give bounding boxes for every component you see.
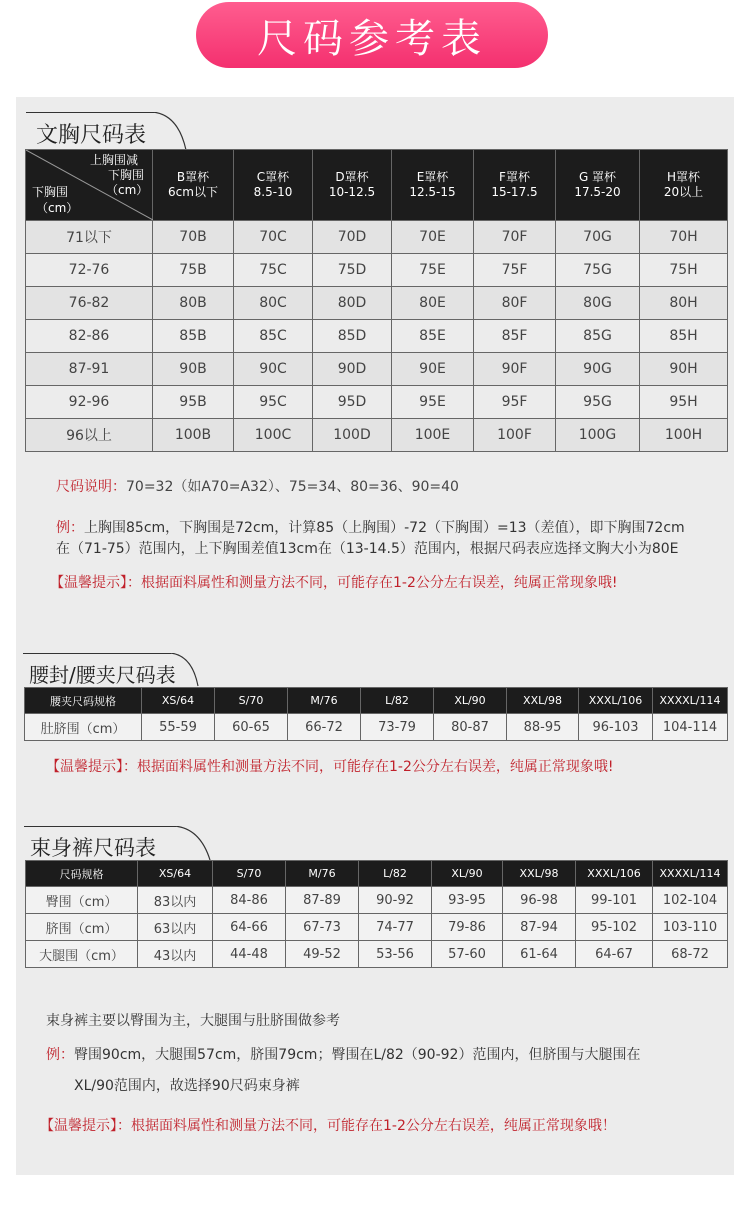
size-cell: 103-110 — [653, 914, 728, 941]
spec-header-cell: 尺码规格 — [26, 861, 138, 887]
spec-header-cell: 腰夹尺码规格 — [25, 688, 142, 714]
size-cell: 53-56 — [359, 941, 432, 968]
bra-example-line2: 在（71-75）范围内，上下胸围差值13cm在（13-14.5）范围内，根据尺码表应选择文胸大小为80E — [56, 541, 679, 557]
size-cell: 75E — [392, 254, 474, 287]
size-cell: 70H — [640, 221, 728, 254]
pants-tip: 【温馨提示】：根据面料属性和测量方法不同，可能存在1-2公分左右误差，纯属正常现象哦！ — [40, 1118, 616, 1134]
bra-tab-curve — [150, 112, 190, 152]
size-cell: 95B — [153, 386, 234, 419]
bra-table-row — [26, 254, 728, 287]
bra-tip: 【温馨提示】：根据面料属性和测量方法不同，可能存在1-2公分左右误差，纯属正常现象哦! — [50, 575, 618, 591]
size-cell: 87-89 — [286, 887, 359, 914]
size-cell: 85G — [556, 320, 640, 353]
bra-example-line1: 例：上胸围85cm，下胸围是72cm，计算85（上胸围）-72（下胸围）=13（差值），即下胸围72cm — [56, 520, 685, 536]
page-banner: 尺码参考表 — [196, 2, 548, 68]
size-cell: 61-64 — [503, 941, 576, 968]
size-cell: 80H — [640, 287, 728, 320]
size-header-cell: XXXXL/114 — [653, 861, 728, 887]
size-header-cell: L/82 — [361, 688, 434, 714]
size-header-cell: L/82 — [359, 861, 432, 887]
size-cell: 100H — [640, 419, 728, 452]
size-cell: 95F — [474, 386, 556, 419]
size-header-cell: XS/64 — [138, 861, 213, 887]
bra-size-note: 尺码说明：70=32（如A70=A32）、75=34、80=36、90=40 — [56, 479, 459, 495]
row-label-cell: 大腿围（cm） — [26, 941, 138, 968]
size-cell: 95D — [313, 386, 392, 419]
waist-tab-curve — [168, 653, 202, 687]
waist-size-table — [24, 687, 728, 741]
size-cell: 100B — [153, 419, 234, 452]
size-cell: 95E — [392, 386, 474, 419]
size-cell: 100F — [474, 419, 556, 452]
size-header-cell: XXXXL/114 — [653, 688, 728, 714]
bra-table-row — [26, 221, 728, 254]
row-label-cell: 96以上 — [26, 419, 153, 452]
bra-header-cup: C罩杯 8.5-10 — [234, 150, 313, 221]
bra-header-cup: F罩杯 15-17.5 — [474, 150, 556, 221]
size-cell: 100C — [234, 419, 313, 452]
pants-tab-line — [24, 826, 176, 827]
size-cell: 90F — [474, 353, 556, 386]
size-header-cell: XXXL/106 — [579, 688, 653, 714]
bra-size-table — [25, 149, 728, 452]
size-cell: 95H — [640, 386, 728, 419]
size-cell: 90G — [556, 353, 640, 386]
size-cell: 85D — [313, 320, 392, 353]
size-cell: 60-65 — [215, 714, 288, 741]
pants-table-row — [26, 941, 728, 968]
size-cell: 90B — [153, 353, 234, 386]
size-header-cell: XS/64 — [142, 688, 215, 714]
bra-table-row — [26, 419, 728, 452]
size-cell: 100G — [556, 419, 640, 452]
bra-table-row — [26, 287, 728, 320]
pants-tab-curve — [172, 826, 212, 862]
pants-section-title: 束身裤尺码表 — [30, 836, 156, 860]
size-header-cell: M/76 — [288, 688, 361, 714]
corner-mid-label: 下胸围 — [108, 168, 145, 182]
bra-table-body — [26, 221, 728, 452]
size-header-cell: M/76 — [286, 861, 359, 887]
size-cell: 95G — [556, 386, 640, 419]
bra-tab-line — [26, 112, 154, 113]
size-cell: 83以内 — [138, 887, 213, 914]
size-header-cell: XL/90 — [434, 688, 507, 714]
size-cell: 43以内 — [138, 941, 213, 968]
size-cell: 79-86 — [432, 914, 503, 941]
size-cell: 64-67 — [576, 941, 653, 968]
bra-section-title: 文胸尺码表 — [36, 123, 147, 148]
waist-table-header — [25, 688, 728, 714]
corner-mid-unit: （cm） — [106, 183, 149, 197]
size-cell: 85C — [234, 320, 313, 353]
waist-table-row — [25, 714, 728, 741]
size-cell: 57-60 — [432, 941, 503, 968]
bra-table-row — [26, 320, 728, 353]
size-cell: 99-101 — [576, 887, 653, 914]
size-cell: 100D — [313, 419, 392, 452]
size-cell: 75G — [556, 254, 640, 287]
size-cell: 73-79 — [361, 714, 434, 741]
size-cell: 85F — [474, 320, 556, 353]
size-cell: 70B — [153, 221, 234, 254]
size-cell: 85E — [392, 320, 474, 353]
size-cell: 75H — [640, 254, 728, 287]
row-label-cell: 肚脐围（cm） — [25, 714, 142, 741]
size-cell: 70D — [313, 221, 392, 254]
size-cell: 80-87 — [434, 714, 507, 741]
size-cell: 90E — [392, 353, 474, 386]
size-cell: 80C — [234, 287, 313, 320]
size-cell: 55-59 — [142, 714, 215, 741]
size-cell: 88-95 — [507, 714, 579, 741]
row-label-cell: 71以下 — [26, 221, 153, 254]
pants-table-row — [26, 914, 728, 941]
size-cell: 96-103 — [579, 714, 653, 741]
size-cell: 44-48 — [213, 941, 286, 968]
bra-header-cup: D罩杯 10-12.5 — [313, 150, 392, 221]
size-cell: 90H — [640, 353, 728, 386]
size-cell: 96-98 — [503, 887, 576, 914]
corner-bottom-unit: （cm） — [36, 201, 79, 215]
size-cell: 93-95 — [432, 887, 503, 914]
size-cell: 75C — [234, 254, 313, 287]
row-label-cell: 87-91 — [26, 353, 153, 386]
row-label-cell: 臀围（cm） — [26, 887, 138, 914]
pants-size-table — [25, 860, 728, 968]
size-cell: 70F — [474, 221, 556, 254]
size-cell: 90-92 — [359, 887, 432, 914]
waist-table-body — [25, 714, 728, 741]
size-cell: 84-86 — [213, 887, 286, 914]
bra-header-cup: G 罩杯 17.5-20 — [556, 150, 640, 221]
size-cell: 80E — [392, 287, 474, 320]
pants-table-body — [26, 887, 728, 968]
pants-note: 束身裤主要以臀围为主，大腿围与肚脐围做参考 — [46, 1013, 340, 1029]
size-cell: 87-94 — [503, 914, 576, 941]
size-cell: 95C — [234, 386, 313, 419]
row-label-cell: 82-86 — [26, 320, 153, 353]
size-cell: 100E — [392, 419, 474, 452]
size-cell: 95-102 — [576, 914, 653, 941]
pants-example-line2: XL/90范围内，故选择90尺码束身裤 — [74, 1078, 300, 1094]
corner-bottom-label: 下胸围 — [32, 185, 69, 199]
size-cell: 66-72 — [288, 714, 361, 741]
bra-header-cup: H罩杯 20以上 — [640, 150, 728, 221]
size-header-cell: XL/90 — [432, 861, 503, 887]
size-cell: 90C — [234, 353, 313, 386]
size-header-cell: XXXL/106 — [576, 861, 653, 887]
size-cell: 102-104 — [653, 887, 728, 914]
size-cell: 70C — [234, 221, 313, 254]
pants-example-line1: 例：臀围90cm，大腿围57cm，脐围79cm；臀围在L/82（90-92）范围内，但脐围与大腿围在 — [46, 1047, 641, 1063]
waist-section-title: 腰封/腰夹尺码表 — [29, 663, 176, 687]
bra-corner-header — [26, 150, 153, 221]
pants-table-header — [26, 861, 728, 887]
size-cell: 85H — [640, 320, 728, 353]
size-header-cell: XXL/98 — [503, 861, 576, 887]
size-cell: 104-114 — [653, 714, 728, 741]
size-cell: 70G — [556, 221, 640, 254]
bra-header-cup: B罩杯 6cm以下 — [153, 150, 234, 221]
size-header-cell: S/70 — [215, 688, 288, 714]
size-cell: 49-52 — [286, 941, 359, 968]
bra-table-row — [26, 353, 728, 386]
row-label-cell: 92-96 — [26, 386, 153, 419]
size-header-cell: S/70 — [213, 861, 286, 887]
row-label-cell: 72-76 — [26, 254, 153, 287]
waist-tab-line — [23, 653, 171, 654]
size-header-cell: XXL/98 — [507, 688, 579, 714]
size-cell: 85B — [153, 320, 234, 353]
size-cell: 67-73 — [286, 914, 359, 941]
size-cell: 75D — [313, 254, 392, 287]
size-cell: 80G — [556, 287, 640, 320]
size-cell: 68-72 — [653, 941, 728, 968]
bra-header-cup: E罩杯 12.5-15 — [392, 150, 474, 221]
waist-tip: 【温馨提示】：根据面料属性和测量方法不同，可能存在1-2公分左右误差，纯属正常现象哦! — [46, 759, 614, 775]
size-cell: 80B — [153, 287, 234, 320]
row-label-cell: 76-82 — [26, 287, 153, 320]
size-cell: 80F — [474, 287, 556, 320]
size-cell: 80D — [313, 287, 392, 320]
size-cell: 74-77 — [359, 914, 432, 941]
size-cell: 75F — [474, 254, 556, 287]
size-cell: 90D — [313, 353, 392, 386]
size-cell: 70E — [392, 221, 474, 254]
size-cell: 75B — [153, 254, 234, 287]
bra-table-row — [26, 386, 728, 419]
row-label-cell: 脐围（cm） — [26, 914, 138, 941]
corner-top-label: 上胸围减 — [90, 153, 139, 167]
size-cell: 64-66 — [213, 914, 286, 941]
size-cell: 63以内 — [138, 914, 213, 941]
pants-table-row — [26, 887, 728, 914]
